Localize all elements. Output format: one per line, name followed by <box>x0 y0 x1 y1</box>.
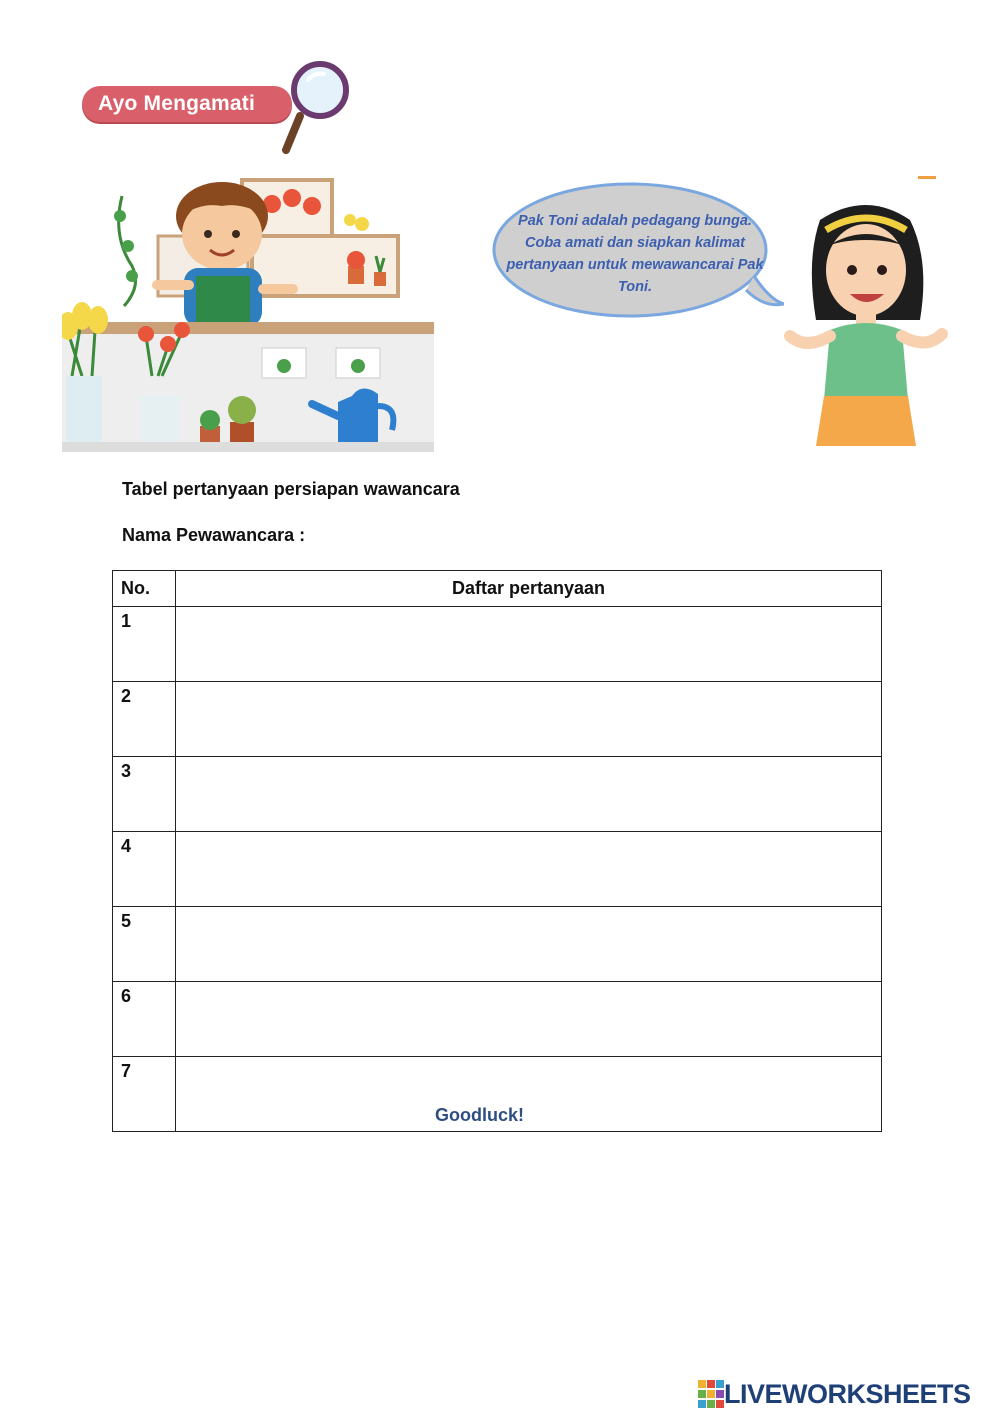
table-row <box>113 682 882 757</box>
decorative-dash <box>918 176 936 179</box>
closing-message: Goodluck! <box>435 1105 524 1125</box>
table-row <box>113 607 882 682</box>
question-cell[interactable] <box>176 1057 882 1132</box>
liveworksheets-logo[interactable] <box>698 1377 971 1411</box>
header-question-list: Daftar pertanyaan <box>176 571 882 607</box>
question-cell[interactable] <box>176 832 882 907</box>
table-row <box>113 832 882 907</box>
table-row <box>113 907 882 982</box>
row-number: 6 <box>113 982 176 1057</box>
girl-illustration <box>780 200 950 450</box>
question-cell[interactable] <box>176 982 882 1057</box>
question-cell[interactable] <box>176 682 882 757</box>
table-row <box>113 757 882 832</box>
flower-shop-illustration <box>62 176 434 452</box>
banner-label: Ayo Mengamati <box>98 92 256 115</box>
row-number: 3 <box>113 757 176 832</box>
header-no: No. <box>113 571 176 607</box>
row-number: 7 <box>113 1057 176 1132</box>
speech-bubble-text: Pak Toni adalah pedagang bunga. Coba amati dan siapkan kalimat pertanyaan untuk mewawancarai Pak Toni. <box>506 213 764 295</box>
question-cell[interactable] <box>176 607 882 682</box>
liveworksheets-logo-text: LIVEWORKSHEETS <box>724 1378 971 1409</box>
magnifier-icon <box>278 58 358 158</box>
table-row <box>113 982 882 1057</box>
question-cell[interactable] <box>176 757 882 832</box>
worksheet-title: Tabel pertanyaan persiapan wawancara <box>122 479 460 499</box>
row-number: 1 <box>113 607 176 682</box>
interviewer-name-label: Nama Pewawancara : <box>122 525 306 545</box>
liveworksheets-logo-icon <box>698 1380 724 1408</box>
question-cell[interactable] <box>176 907 882 982</box>
row-number: 2 <box>113 682 176 757</box>
question-table <box>112 570 882 1132</box>
row-number: 5 <box>113 907 176 982</box>
row-number: 4 <box>113 832 176 907</box>
table-header-row <box>113 571 882 607</box>
